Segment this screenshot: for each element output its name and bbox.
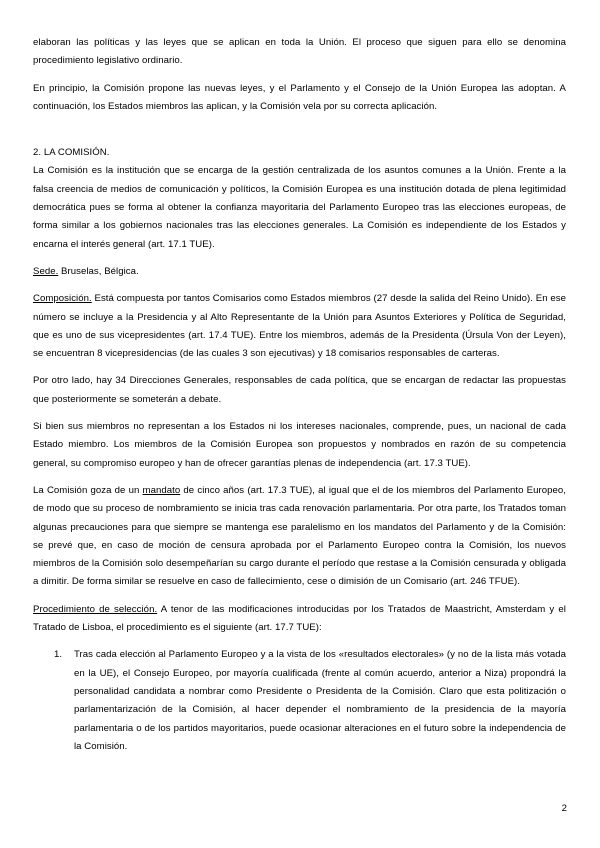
section-intro-paragraph: La Comisión es la institución que se encarga de la gestión centralizada de los asuntos comunes a la Unión. Frente a la falsa creencia de medios de comunicación y políticos, la Comisión Europea es una institución dotada de plena legitimidad democrática pues se forma al obtener la confianza mayoritaria del Parlamento Europeo tras las elecciones europeas, de forma similar a los gobiernos nacionales tras las elecciones generales. La Comisión es independiente de los Estados y encarna el interés general (art. 17.1 TUE). xyxy=(33,165,566,250)
mandato-text: de cinco años (art. 17.3 TUE), al igual que el de los miembros del Parlamento Europeo, de modo que su proceso de nombramiento se inicia tras cada renovación parlamentaria. Por otra parte, los Tratados toman algunas precauciones para que siempre se mantenga ese paralelismo en los mandatos del Parlamento y de la Comisión: se prevé que, en caso de moción de censura aprobada por el Parlamento Europeo contra la Comisión, los nuevos miembros de la Comisión solo desempeñarían su cargo durante el período que restase a la Comisión censurada y obligada a dimitir. De forma similar se resuelve en caso de fallecimiento, cese o dimisión de un Comisario (art. 246 TFUE). xyxy=(33,484,567,588)
procedimiento-list xyxy=(33,646,566,756)
document-page xyxy=(33,34,566,756)
sede-paragraph xyxy=(33,263,566,281)
mandato-label: mandato xyxy=(142,484,181,496)
sede-label: Sede. xyxy=(33,265,59,277)
independencia-paragraph: Si bien sus miembros no representan a los Estados ni los intereses nacionales, comprende, pues, un nacional de cada Estado miembro. Los miembros de la Comisión Europea son propuestos y nombrados en razón de su competencia general, su compromiso europeo y han de ofrecer garantías plenas de independencia (art. 17.3 TUE). xyxy=(33,421,566,469)
page-number: 2 xyxy=(561,803,567,814)
list-item-number: 1. xyxy=(54,649,63,661)
mandato-pre: La Comisión goza de un xyxy=(33,484,143,496)
composicion-paragraph xyxy=(33,290,566,363)
list-item xyxy=(33,646,566,756)
sede-text: Bruselas, Bélgica. xyxy=(58,265,139,277)
mandato-paragraph xyxy=(33,482,566,592)
composicion-label: Composición. xyxy=(33,293,92,305)
intro-paragraph-2: En principio, la Comisión propone las nuevas leyes, y el Parlamento y el Consejo de la Unión Europea las adoptan. A continuación, los Estados miembros las aplican, y la Comisión vela por su correcta aplicación. xyxy=(33,82,566,112)
procedimiento-label: Procedimiento de selección. xyxy=(33,603,158,615)
composicion-text: Está compuesta por tantos Comisarios como Estados miembros (27 desde la salida del Reino Unido). En ese número se incluye a la Presidencia y al Alto Representante de la Unión para Asuntos Exteriores y Política de Seguridad, que es uno de sus vicepresidentes (art. 17.4 TUE). Entre los miembros, además de la Presidenta (Úrsula Von der Leyen), se encuentran 8 vicepresidencias (de las cuales 3 son ejecutivas) y 18 comisarios responsables de carteras. xyxy=(33,293,566,360)
direcciones-paragraph: Por otro lado, hay 34 Direcciones Generales, responsables de cada política, que se encargan de redactar las propuestas que posteriormente se someterán a debate. xyxy=(33,375,566,405)
list-item-text: Tras cada elección al Parlamento Europeo y a la vista de los «resultados electorales» (y no de la lista más votada en la UE), el Consejo Europeo, por mayoría cualificada (frente al común acuerdo, anterior a Niza) propondrá la personalidad candidata a nombrar como Presidente o Presidenta de la Comisión. Claro que esta politización o parlamentarización de la Comisión, al hacer depender el nombramiento de la presidencia de la mayoría parlamentaria o de los partidos mayoritarios, puede ocasionar alteraciones en el futuro sobre la independencia de la Comisión. xyxy=(74,649,566,752)
procedimiento-text: A tenor de las modificaciones introducidas por los Tratados de Maastricht, Amsterdam y el Tratado de Lisboa, el procedimiento es el siguiente (art. 17.7 TUE): xyxy=(33,603,566,634)
section-heading: 2. LA COMISIÓN. xyxy=(33,147,110,159)
procedimiento-paragraph xyxy=(33,601,566,638)
intro-paragraph-1: elaboran las políticas y las leyes que se aplican en toda la Unión. El proceso que siguen para ello se denomina procedimiento legislativo ordinario. xyxy=(33,37,566,67)
